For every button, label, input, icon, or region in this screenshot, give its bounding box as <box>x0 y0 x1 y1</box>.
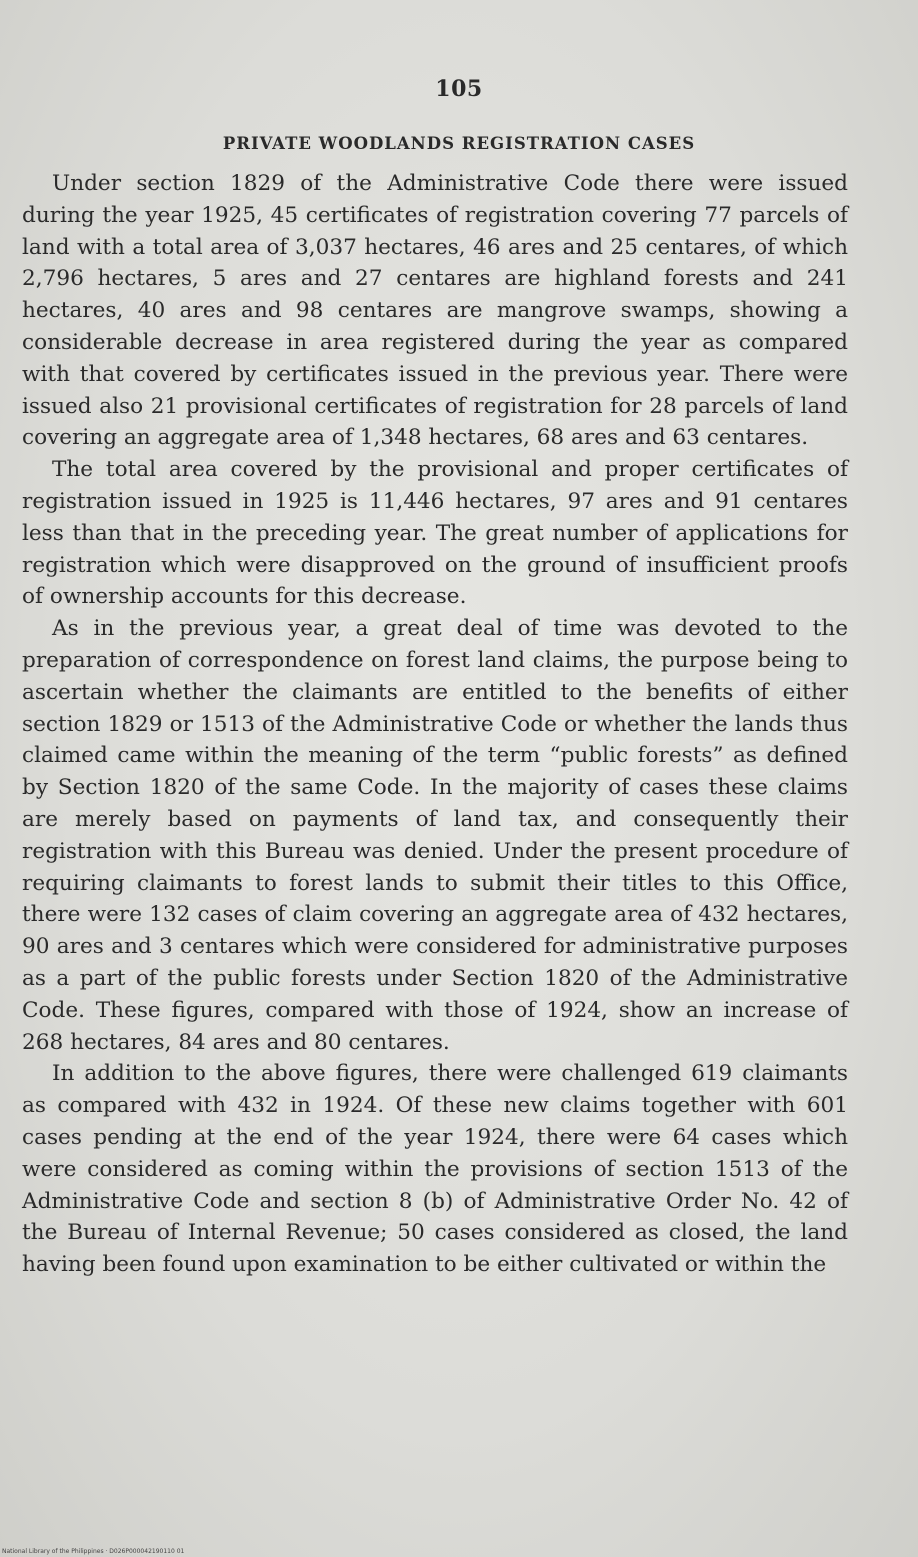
footer-watermark: National Library of the Philippines · D026P000042190110 01 <box>2 1548 185 1555</box>
body-text <box>22 168 848 1281</box>
section-title: PRIVATE WOODLANDS REGISTRATION CASES <box>222 134 696 153</box>
paragraph: The total area covered by the provisional and proper certificates of registration issued in 1925 is 11,446 hectares, 97 ares and 91 centares less than that in the preceding year. The great number of applications for registration which were disapproved on the ground of insufficient proofs of ownership accounts for this decrease. <box>22 457 848 610</box>
page-number: 105 <box>435 76 483 102</box>
paragraph: In addition to the above figures, there were challenged 619 claimants as compared with 432 in 1924. Of these new claims together with 601 cases pending at the end of the year 1924, there were 64 cases which were considered as coming within the provisions of section 1513 of the Administrative Code and section 8 (b) of Administrative Order No. 42 of the Bureau of Internal Revenue; 50 cases considered as closed, the land having been found upon examination to be either cultivated or within the <box>22 1061 848 1278</box>
paragraph: As in the previous year, a great deal of time was devoted to the preparation of correspondence on forest land claims, the purpose being to ascertain whether the claimants are entitled to the benefits of either section 1829 or 1513 of the Administrative Code or whether the lands thus claimed came within the meaning of the term “public forests” as defined by Section 1820 of the same Code. In the majority of cases these claims are merely based on payments of land tax, and consequently their registration with this Bureau was denied. Under the present procedure of requiring claimants to forest lands to submit their titles to this Office, there were 132 cases of claim covering an aggregate area of 432 hectares, 90 ares and 3 centares which were considered for administrative purposes as a part of the public forests under Section 1820 of the Administrative Code. These figures, compared with those of 1924, show an increase of 268 hectares, 84 ares and 80 centares. <box>22 616 848 1055</box>
paragraph: Under section 1829 of the Administrative Code there were issued during the year 1925, 45 certificates of registration covering 77 parcels of land with a total area of 3,037 hectares, 46 ares and 25 centares, of which 2,796 hectares, 5 ares and 27 centares are highland forests and 241 hectares, 40 ares and 98 centares are mangrove swamps, showing a considerable decrease in area registered during the year as compared with that covered by certificates issued in the previous year. There were issued also 21 provisional certificates of registration for 28 parcels of land covering an aggregate area of 1,348 hectares, 68 ares and 63 centares. <box>22 171 848 451</box>
